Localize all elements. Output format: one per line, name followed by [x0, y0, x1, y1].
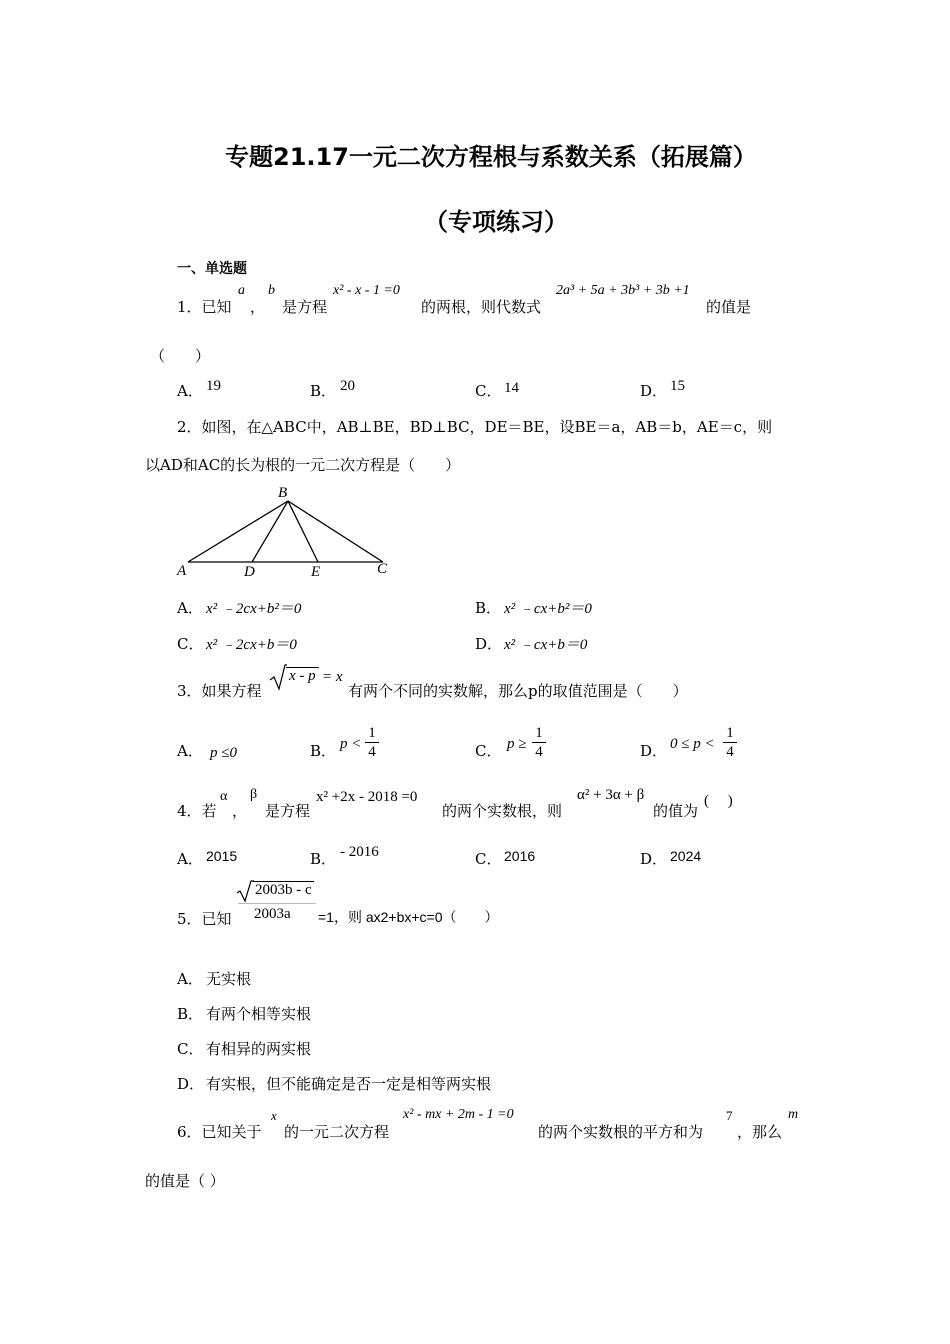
q2-option-a-label: A．: [177, 599, 203, 617]
q4-equation: x² +2x - 2018 =0: [316, 789, 418, 805]
fraction-denominator: 4: [726, 744, 734, 760]
q3-option-a-label: A．: [177, 742, 203, 760]
q4-mid-text: 的两个实数根，则: [442, 802, 563, 820]
q4-is-equation: 是方程: [265, 802, 311, 820]
q4-answer-paren: ( ): [704, 793, 733, 809]
q4-end-text: 的值为: [653, 802, 699, 820]
q3-option-c-label: C．: [475, 742, 502, 760]
q4-option-b: - 2016: [340, 844, 379, 860]
q1-comma: ，: [250, 298, 266, 316]
q5-rest: =1，则 ax2+bx+c=0（ ）: [318, 909, 499, 925]
q1-is-equation: 是方程: [282, 298, 328, 316]
q6-number: 6．已知关于: [177, 1123, 262, 1141]
q4-expression: α² + 3α + β: [577, 787, 645, 803]
q3-number: 3．如果方程: [177, 682, 262, 700]
q1-mid-text: 的两根，则代数式: [421, 298, 542, 316]
q6-line-2: 的值是（ ）: [145, 1172, 225, 1190]
q3-option-c-prefix: p ≥: [507, 736, 527, 752]
q5-option-d: 有实根，但不能确定是否一定是相等两实根: [206, 1075, 492, 1093]
q1-option-a: 19: [206, 378, 221, 394]
q2-option-c-label: C．: [177, 635, 204, 653]
sqrt-sign-icon: [269, 663, 287, 691]
q4-alpha: α: [220, 789, 228, 804]
q3-option-a: p ≤0: [210, 745, 237, 761]
q1-option-a-label: A．: [177, 382, 203, 400]
q1-option-c-label: C．: [475, 382, 502, 400]
page-title: 专题21.17一元二次方程根与系数关系（拓展篇）: [225, 143, 757, 171]
q2-option-a: x² ﹣2cx+b²＝0: [206, 601, 302, 617]
q2-line-1: 2．如图，在△ABC中，AB⊥BE，BD⊥BC，DE＝BE，设BE＝a，AB＝b，AE＝c，则: [177, 418, 773, 436]
q5-option-c: 有相异的两实根: [206, 1040, 312, 1058]
q2-option-d-label: D．: [475, 635, 503, 653]
q3-option-d-fraction: [722, 724, 738, 761]
q5-fraction-bar: [238, 903, 316, 904]
sqrt-sign-icon: [236, 879, 254, 903]
q2-option-c: x² ﹣2cx+b＝0: [206, 637, 297, 653]
q3-option-d-label: D．: [640, 742, 668, 760]
q4-beta: β: [250, 787, 258, 802]
fraction-numerator: 1: [726, 725, 734, 741]
q2-line-2: 以AD和AC的长为根的一元二次方程是（ ）: [145, 456, 461, 474]
q5-option-b-label: B．: [177, 1005, 204, 1023]
q1-end-text: 的值是: [706, 298, 752, 316]
page-subtitle: （专项练习）: [424, 208, 568, 236]
triangle-figure: [170, 480, 400, 580]
q2-option-b-label: B．: [475, 599, 502, 617]
q5-option-a: 无实根: [206, 970, 252, 988]
q5-numerator: 2003b - c: [255, 882, 312, 898]
q3-option-b-label: B．: [310, 742, 337, 760]
q1-var-b: b: [268, 283, 275, 298]
q1-option-d: 15: [670, 378, 685, 394]
q3-option-c-fraction: [531, 724, 547, 761]
q3-radicand: x - p: [286, 667, 319, 685]
q6-equation: x² - mx + 2m - 1 =0: [403, 1107, 514, 1122]
q5-option-b: 有两个相等实根: [206, 1005, 312, 1023]
vertex-label-e: E: [311, 564, 321, 580]
q5-option-d-label: D．: [177, 1075, 205, 1093]
vertex-label-d: D: [244, 564, 255, 580]
q4-comma: ，: [232, 802, 248, 820]
q4-option-d-label: D．: [640, 850, 668, 868]
fraction-denominator: 4: [535, 744, 543, 760]
q5-option-c-label: C．: [177, 1040, 204, 1058]
q6-var-x: x: [271, 1108, 277, 1123]
vertex-label-b: B: [278, 485, 288, 501]
q3-rest: 有两个不同的实数解，那么p的取值范围是（ ）: [348, 682, 688, 700]
q3-option-b-fraction: [364, 724, 380, 761]
q6-seven: 7: [726, 1108, 733, 1123]
q2-option-d: x² ﹣cx+b＝0: [504, 637, 588, 653]
q1-answer-paren: （ ）: [150, 347, 211, 365]
q5-option-a-label: A．: [177, 970, 203, 988]
q1-option-b: 20: [340, 378, 355, 394]
q4-option-b-label: B．: [310, 850, 337, 868]
q4-number: 4．若: [177, 802, 217, 820]
q1-option-d-label: D．: [640, 382, 668, 400]
fraction-numerator: 1: [368, 725, 376, 741]
q5-denominator: 2003a: [254, 906, 291, 922]
q2-option-b: x² ﹣cx+b²＝0: [504, 601, 592, 617]
q4-option-a-label: A．: [177, 850, 203, 868]
q4-option-d: 2024: [670, 848, 702, 864]
q4-option-c: 2016: [504, 848, 536, 864]
q3-option-b-prefix: p <: [340, 736, 362, 752]
q1-equation: x² - x - 1 =0: [333, 283, 400, 298]
q4-option-c-label: C．: [475, 850, 502, 868]
vertex-label-a: A: [177, 563, 187, 579]
q3-option-d-prefix: 0 ≤ p <: [670, 736, 715, 752]
q4-option-a: 2015: [206, 848, 238, 864]
q1-var-a: a: [238, 283, 245, 298]
q6-mid-3: ，那么: [737, 1123, 783, 1141]
vertex-label-c: C: [377, 561, 388, 577]
q1-expression: 2a³ + 5a + 3b³ + 3b +1: [556, 283, 690, 298]
fraction-numerator: 1: [535, 725, 543, 741]
q5-number: 5．已知: [177, 910, 232, 928]
q6-mid-2: 的两个实数根的平方和为: [538, 1123, 704, 1141]
q6-var-m: m: [788, 1107, 799, 1122]
section-heading: 一、单选题: [177, 261, 247, 277]
q1-option-b-label: B．: [310, 382, 337, 400]
q1-number: 1．已知: [177, 298, 232, 316]
q6-mid-1: 的一元二次方程: [284, 1123, 390, 1141]
fraction-denominator: 4: [368, 744, 376, 760]
q1-option-c: 14: [504, 380, 519, 396]
q3-equals-x: = x: [322, 669, 343, 685]
